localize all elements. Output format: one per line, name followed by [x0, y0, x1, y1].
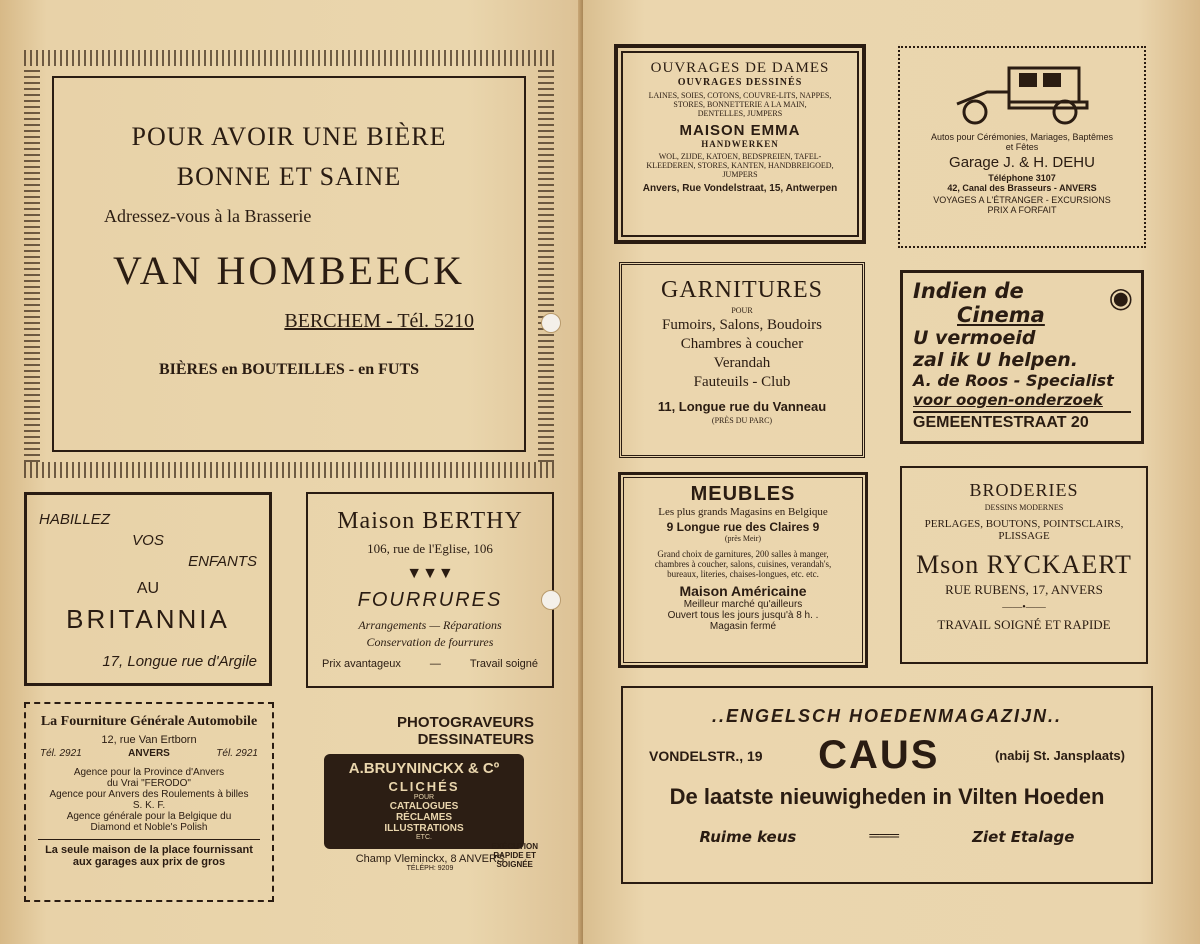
- berthy-emblem-icon: ▼▼▼: [406, 565, 454, 582]
- cinema-line-6: voor oogen-onderzoek: [913, 391, 1103, 409]
- auto-city: ANVERS: [128, 748, 170, 759]
- punch-hole: [541, 313, 561, 333]
- auto-tel-right: Tél. 2921: [216, 748, 258, 759]
- britannia-line-3: ENFANTS: [188, 553, 257, 570]
- caus-footer-right: Ziet Etalage: [972, 828, 1075, 846]
- broderies-ad: [900, 466, 1148, 664]
- garage-line-4: PRIX A FORFAIT: [987, 205, 1057, 215]
- garnitures-title: GARNITURES: [660, 277, 823, 303]
- broderies-line-1: PERLAGES, BOUTONS, POINTSCLAIRS,: [924, 518, 1124, 530]
- meubles-line-6: Ouvert tous les jours jusqu'à 8 h. .: [667, 610, 819, 621]
- broderies-title: BRODERIES: [969, 480, 1079, 500]
- cinema-line-2: Cinema: [957, 303, 1045, 327]
- cinema-line-1: Indien de: [913, 279, 1024, 303]
- garnitures-ad: [619, 262, 865, 458]
- broderies-line-2: PLISSAGE: [998, 530, 1050, 542]
- photo-line-5: ILLUSTRATIONS: [384, 823, 464, 834]
- berthy-product: FOURRURES: [357, 589, 503, 611]
- biere-headline-1: POUR AVOIR UNE BIÈRE: [131, 122, 447, 151]
- meubles-ad: [618, 472, 868, 668]
- garnitures-line-1: Fumoirs, Salons, Boudoirs: [661, 317, 823, 333]
- auto-line-1: Agence pour la Province d'Anvers: [73, 767, 225, 778]
- emma-name: MAISON EMMA: [679, 122, 801, 139]
- auto-ad: [24, 702, 274, 902]
- garage-line-2: et Fêtes: [1005, 142, 1039, 152]
- meubles-line-2: Grand choix de garnitures, 200 salles à manger,: [657, 549, 829, 559]
- emma-line-1: LAINES, SOIES, COTONS, COUVRE-LITS, NAPPES,: [648, 91, 832, 100]
- eye-icon: ◉: [1108, 283, 1133, 314]
- garnitures-address: 11, Longue rue du Vanneau: [657, 399, 827, 414]
- cinema-line-3: U vermoeid: [913, 327, 1036, 349]
- berthy-ad: [306, 492, 554, 688]
- photo-plate: [324, 754, 524, 849]
- photo-heading-1: PHOTOGRAVEURS: [397, 714, 534, 731]
- britannia-line-2: VOS: [132, 532, 164, 549]
- photo-line-6: ETC.: [416, 834, 432, 841]
- biere-subline: Adressez-vous à la Brasserie: [104, 206, 312, 226]
- broderies-footer: TRAVAIL SOIGNÉ ET RAPIDE: [937, 617, 1111, 632]
- cinema-line-5: A. de Roos - Specialist: [913, 371, 1114, 390]
- caus-left: VONDELSTR., 19: [649, 747, 763, 764]
- meubles-line-1: Les plus grands Magasins en Belgique: [658, 506, 828, 518]
- meubles-name: Maison Américaine: [679, 583, 807, 599]
- garnitures-near: (PRÈS DU PARC): [711, 416, 773, 425]
- garage-name: Garage J. & H. DEHU: [949, 154, 1095, 171]
- photo-tel: TÉLÉPH: 9209: [406, 865, 454, 872]
- biere-headline-2: BONNE ET SAINE: [176, 162, 402, 191]
- photo-address: Champ Vleminckx, 8 ANVERS: [355, 853, 505, 865]
- berthy-name: Maison BERTHY: [337, 508, 523, 534]
- meubles-title: MEUBLES: [690, 483, 796, 505]
- emma-sub: HANDWERKEN: [701, 139, 779, 149]
- divider-icon: ═══: [869, 829, 900, 844]
- ornament-border-right: [538, 66, 554, 462]
- right-page: [583, 0, 1200, 944]
- garnitures-line-4: Fauteuils - Club: [693, 374, 791, 390]
- broderies-name: Mson RYCKAERT: [916, 550, 1132, 579]
- photo-name: A.BRUYNINCKX & Cº: [348, 760, 500, 777]
- auto-address: 12, rue Van Ertborn: [101, 734, 197, 746]
- britannia-name: BRITANNIA: [66, 604, 230, 634]
- emma-ad: [614, 44, 866, 244]
- britannia-line-4: AU: [136, 580, 160, 597]
- caus-footer-left: Ruime keus: [699, 828, 797, 846]
- brewery-address: BERCHEM - Tél. 5210: [284, 310, 474, 332]
- photo-line-2: POUR: [413, 794, 435, 801]
- auto-line-2: du Vrai "FERODO": [107, 778, 191, 789]
- emma-line-5: KLEEDEREN, STORES, KANTEN, HANDBREIGOED,: [646, 161, 834, 170]
- meubles-line-5: Meilleur marché qu'ailleurs: [683, 599, 803, 610]
- meubles-line-4: bureaux, literies, chaises-longues, etc. etc.: [667, 569, 819, 579]
- photo-exec-2: RAPIDE ET: [493, 851, 536, 860]
- meubles-near: (près Meir): [724, 534, 762, 543]
- berthy-right: Travail soigné: [469, 658, 538, 670]
- garnitures-line-2: Chambres à coucher: [680, 336, 804, 352]
- garage-tel: Téléphone 3107: [988, 173, 1056, 183]
- auto-footer-1: La seule maison de la place fournissant: [45, 844, 253, 856]
- auto-line-3: Agence pour Anvers des Roulements à billes: [49, 789, 249, 800]
- photo-line-1: CLICHÉS: [388, 779, 460, 794]
- photo-exec-3: SOIGNÉE: [496, 860, 533, 869]
- garnitures-pour: POUR: [731, 306, 753, 315]
- photo-exec-1: EXÉCUTION: [491, 842, 538, 851]
- berthy-left: Prix avantageux: [322, 658, 401, 670]
- photo-heading-2: DESSINATEURS: [417, 731, 534, 748]
- caus-title: ..ENGELSCH HOEDENMAGAZIJN..: [711, 706, 1063, 726]
- auto-line-6: Diamond et Noble's Polish: [90, 822, 208, 833]
- britannia-address: 17, Longue rue d'Argile: [102, 653, 257, 670]
- auto-line-4: S. K. F.: [132, 800, 166, 811]
- caus-line: De laatste nieuwigheden in Vilten Hoeden: [669, 784, 1105, 809]
- brewery-name: VAN HOMBEECK: [113, 248, 465, 293]
- emma-line-2: STORES, BONNETTERIE A LA MAIN,: [673, 100, 807, 109]
- auto-line-5: Agence générale pour la Belgique du: [66, 811, 232, 822]
- garnitures-line-3: Verandah: [713, 355, 771, 371]
- photo-ad: [318, 714, 542, 902]
- left-page: [0, 0, 583, 944]
- emma-heading-1: OUVRAGES DE DAMES: [650, 60, 830, 76]
- garage-line-1: Autos pour Cérémonies, Mariages, Baptêmes: [930, 132, 1114, 142]
- divider-icon: ——•——: [1002, 602, 1046, 613]
- berthy-address: 106, rue de l'Eglise, 106: [367, 541, 493, 556]
- garage-line-3: VOYAGES A L'ÉTRANGER - EXCURSIONS: [933, 195, 1111, 205]
- meubles-line-3: chambres à coucher, salons, cuisines, verandah's,: [654, 559, 832, 569]
- caus-right: (nabij St. Jansplaats): [994, 748, 1125, 763]
- photo-line-3: CATALOGUES: [389, 801, 459, 812]
- car-icon: [947, 62, 1097, 126]
- broderies-address: RUE RUBENS, 17, ANVERS: [945, 582, 1103, 597]
- auto-footer-2: aux garages aux prix de gros: [72, 856, 226, 868]
- emma-address: Anvers, Rue Vondelstraat, 15, Antwerpen: [642, 183, 838, 194]
- garage-ad: [898, 46, 1146, 248]
- cinema-ad: [900, 270, 1144, 444]
- berthy-line-1: Arrangements — Réparations: [358, 618, 502, 632]
- caus-ad: [621, 686, 1153, 884]
- ornament-border-bottom: [24, 462, 554, 478]
- broderies-sub: DESSINS MODERNES: [984, 503, 1064, 512]
- ornament-border-left: [24, 66, 40, 462]
- berthy-dash: —: [429, 658, 441, 670]
- auto-tel-left: Tél. 2921: [40, 748, 82, 759]
- emma-line-4: WOL, ZIJDE, KATOEN, BEDSPREIEN, TAFEL-: [658, 152, 822, 161]
- britannia-ad: [24, 492, 272, 686]
- meubles-line-7: Magasin fermé: [709, 621, 777, 632]
- emma-heading-2: OUVRAGES DESSINÉS: [677, 77, 803, 88]
- biere-ad: [52, 76, 526, 452]
- photo-line-4: RÉCLAMES: [395, 812, 453, 823]
- cinema-line-7: GEMEENTESTRAAT 20: [913, 411, 1131, 433]
- britannia-line-1: HABILLEZ: [39, 511, 110, 528]
- ornament-border-top: [24, 50, 554, 66]
- emma-line-3: DENTELLES, JUMPERS: [697, 109, 783, 118]
- emma-line-6: JUMPERS: [722, 170, 758, 179]
- punch-hole: [541, 590, 561, 610]
- caus-name: CAUS: [818, 733, 940, 777]
- biere-footer: BIÈRES en BOUTEILLES - en FUTS: [158, 361, 420, 378]
- berthy-line-2: Conservation de fourrures: [366, 635, 494, 649]
- meubles-address: 9 Longue rue des Claires 9: [666, 520, 820, 534]
- auto-name: La Fourniture Générale Automobile: [40, 714, 258, 729]
- garage-address: 42, Canal des Brasseurs - ANVERS: [947, 183, 1097, 193]
- cinema-line-4: zal ik U helpen.: [913, 349, 1078, 371]
